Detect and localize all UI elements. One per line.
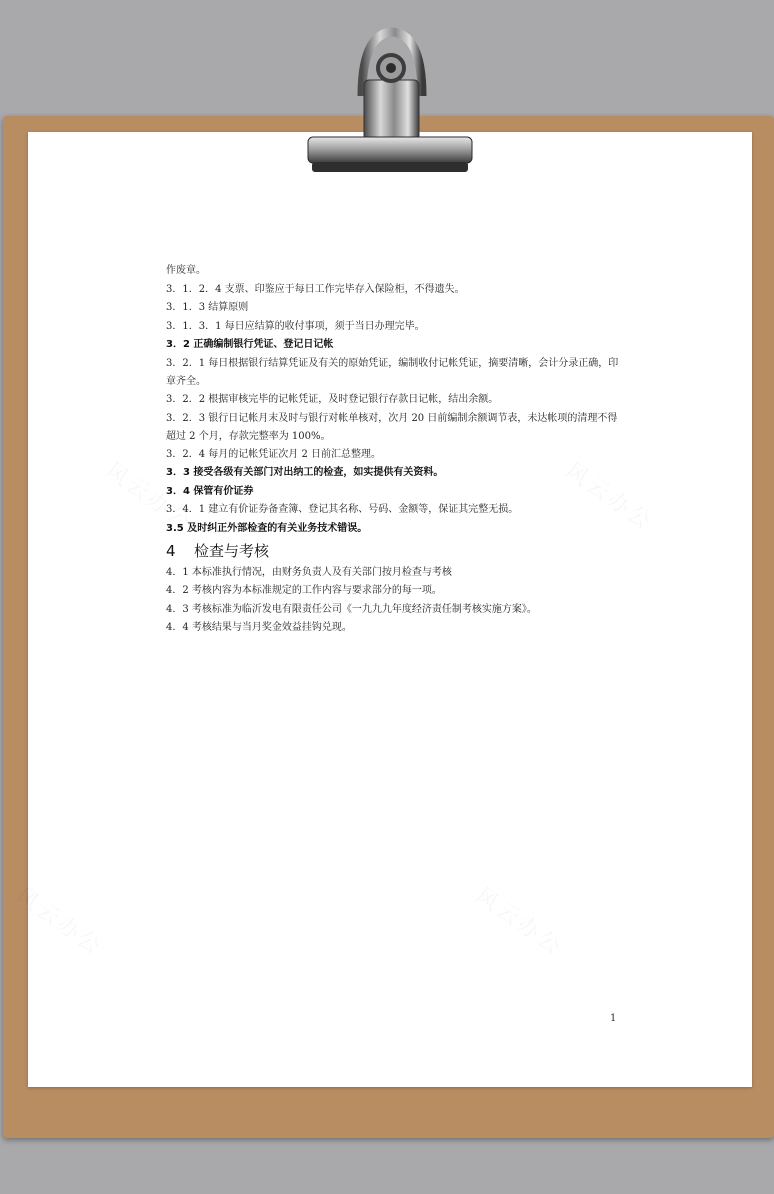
page-number: 1 (610, 1013, 617, 1024)
document-body (166, 262, 626, 638)
doc-paragraph: 3．2．3 银行日记帐月末及时与银行对帐单核对，次月 20 日前编制余额调节表，未达帐项的清理不得超过 2 个月，存款完整率为 100%。 (166, 412, 618, 442)
doc-line: 3．4．1 建立有价证券备查簿、登记其名称、号码、金额等，保证其完整无损。 (166, 504, 519, 516)
section-number: 4 (166, 541, 176, 560)
doc-subheading: 3．3 接受各级有关部门对出纳工的检查，如实提供有关资料。 (166, 467, 444, 479)
doc-line: 4．2 考核内容为本标准规定的工作内容与要求部分的每一项。 (166, 585, 442, 597)
section-title: 检查与考核 (194, 541, 270, 560)
doc-line: 4．1 本标准执行情况，由财务负责人及有关部门按月检查与考核 (166, 566, 452, 578)
doc-line: 3．2．4 每月的记帐凭证次月 2 日前汇总整理。 (166, 448, 381, 460)
doc-subheading: 3.5 及时纠正外部检查的有关业务技术错误。 (166, 522, 368, 534)
section-heading (166, 540, 626, 562)
doc-line: 3．1．3 结算原则 (166, 302, 249, 314)
doc-subheading: 3．4 保管有价证券 (166, 485, 254, 497)
doc-line: 4．3 考核标准为临沂发电有限责任公司《一九九九年度经济责任制考核实施方案》。 (166, 603, 537, 615)
doc-line: 3．1．2．4 支票、印鉴应于每日工作完毕存入保险柜，不得遗失。 (166, 283, 465, 295)
doc-line: 4．4 考核结果与当月奖金效益挂钩兑现。 (166, 622, 352, 634)
doc-line: 3．2．2 根据审核完毕的记帐凭证，及时登记银行存款日记帐，结出余额。 (166, 393, 499, 405)
doc-line: 作废章。 (166, 265, 206, 276)
binder-clip-icon (300, 24, 480, 179)
doc-line: 3．1．3．1 每日应结算的收付事项，须于当日办理完毕。 (166, 320, 425, 332)
doc-subheading: 3．2 正确编制银行凭证、登记日记帐 (166, 339, 334, 351)
doc-paragraph: 3．2．1 每日根据银行结算凭证及有关的原始凭证，编制收付记帐凭证，摘要清晰，会计分录正确，印章齐全。 (166, 357, 619, 387)
